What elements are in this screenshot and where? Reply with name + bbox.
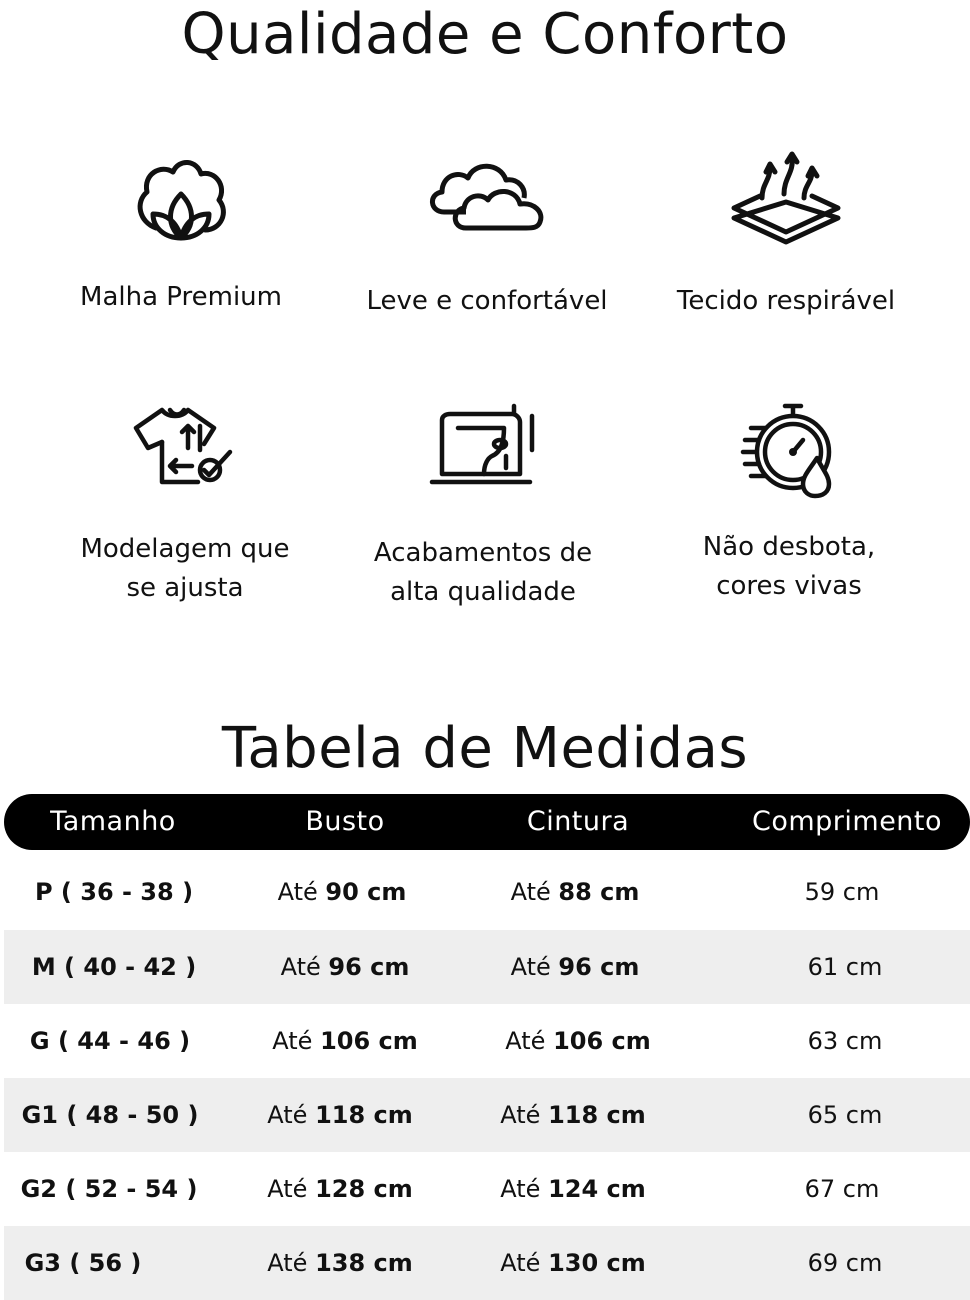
bust-value: 138 cm	[315, 1249, 413, 1277]
feature-nao-desbota	[629, 400, 949, 606]
table-row	[4, 855, 970, 929]
feature-label-line: cores vivas	[716, 571, 862, 601]
waist-prefix: Até	[505, 1027, 554, 1055]
waist-cell	[500, 1078, 646, 1152]
size-cell: M ( 40 - 42 )	[31, 953, 197, 981]
bust-prefix: Até	[267, 1249, 316, 1277]
feature-label-line: Acabamentos de	[373, 538, 593, 568]
feature-leve-confortavel	[327, 150, 647, 321]
size-table-title: Tabela de Medidas	[221, 716, 749, 781]
clouds-icon	[422, 150, 552, 250]
waist-prefix: Até	[510, 878, 559, 906]
waist-prefix: Até	[500, 1175, 549, 1203]
feature-label-line: Malha Premium	[80, 282, 282, 312]
size-cell: P ( 36 - 38 )	[34, 878, 194, 906]
length-cell: 63 cm	[807, 1027, 883, 1055]
table-row	[4, 1078, 970, 1152]
bust-prefix: Até	[277, 878, 326, 906]
bust-prefix: Até	[280, 953, 329, 981]
bust-cell	[278, 855, 407, 929]
feature-label-line: Não desbota,	[702, 532, 876, 562]
quality-title: Qualidade e Conforto	[181, 2, 789, 67]
waist-value: 124 cm	[548, 1175, 646, 1203]
waist-value: 118 cm	[548, 1101, 646, 1129]
size-cell: G3 ( 56 )	[24, 1249, 142, 1277]
bust-value: 96 cm	[328, 953, 410, 981]
size-cell: G ( 44 - 46 )	[29, 1027, 191, 1055]
bust-value: 106 cm	[320, 1027, 418, 1055]
stopwatch-drop-icon	[739, 400, 839, 500]
waist-value: 130 cm	[548, 1249, 646, 1277]
size-cell: G2 ( 52 - 54 )	[20, 1175, 198, 1203]
size-table-header	[4, 794, 970, 850]
bust-prefix: Até	[272, 1027, 321, 1055]
waist-prefix: Até	[500, 1101, 549, 1129]
bust-cell	[267, 1152, 413, 1226]
waist-value: 88 cm	[558, 878, 640, 906]
header-busto: Busto	[305, 806, 385, 837]
feature-label-line: Leve e confortável	[366, 286, 608, 316]
bust-cell	[272, 1004, 418, 1078]
table-row	[4, 930, 970, 1004]
table-row	[4, 1152, 970, 1226]
waist-cell	[511, 930, 640, 1004]
feature-label-line: Tecido respirável	[676, 286, 896, 316]
feature-label-line: alta qualidade	[390, 577, 576, 607]
length-cell: 61 cm	[807, 953, 883, 981]
bust-value: 128 cm	[315, 1175, 413, 1203]
waist-cell	[500, 1152, 646, 1226]
bust-cell	[267, 1078, 413, 1152]
feature-tecido-respiravel	[626, 150, 946, 321]
waist-cell	[505, 1004, 651, 1078]
table-row	[4, 1004, 970, 1078]
length-cell: 69 cm	[807, 1249, 883, 1277]
bust-cell	[281, 930, 410, 1004]
header-cintura: Cintura	[526, 806, 630, 837]
feature-modelagem	[25, 400, 345, 608]
length-cell: 65 cm	[807, 1101, 883, 1129]
waist-prefix: Até	[500, 1249, 549, 1277]
cotton-flower-icon	[131, 150, 231, 250]
feature-acabamentos	[323, 400, 643, 612]
length-cell: 59 cm	[804, 878, 880, 906]
bust-prefix: Até	[267, 1101, 316, 1129]
length-cell: 67 cm	[804, 1175, 880, 1203]
waist-value: 96 cm	[558, 953, 640, 981]
table-row	[4, 1226, 970, 1300]
size-cell: G1 ( 48 - 50 )	[21, 1101, 199, 1129]
feature-label-line: Modelagem que	[80, 534, 290, 564]
bust-prefix: Até	[267, 1175, 316, 1203]
bust-value: 118 cm	[315, 1101, 413, 1129]
waist-prefix: Até	[510, 953, 559, 981]
bust-cell	[267, 1226, 413, 1300]
waist-value: 106 cm	[553, 1027, 651, 1055]
breathable-fabric-icon	[726, 150, 846, 250]
header-comprimento: Comprimento	[751, 806, 943, 837]
waist-cell	[500, 1226, 646, 1300]
bust-value: 90 cm	[325, 878, 407, 906]
header-tamanho: Tamanho	[50, 806, 176, 837]
sewing-machine-icon	[428, 400, 538, 490]
tshirt-fit-icon	[130, 400, 240, 490]
waist-cell	[511, 855, 640, 929]
feature-malha-premium	[21, 150, 341, 317]
feature-label-line: se ajusta	[126, 573, 244, 603]
